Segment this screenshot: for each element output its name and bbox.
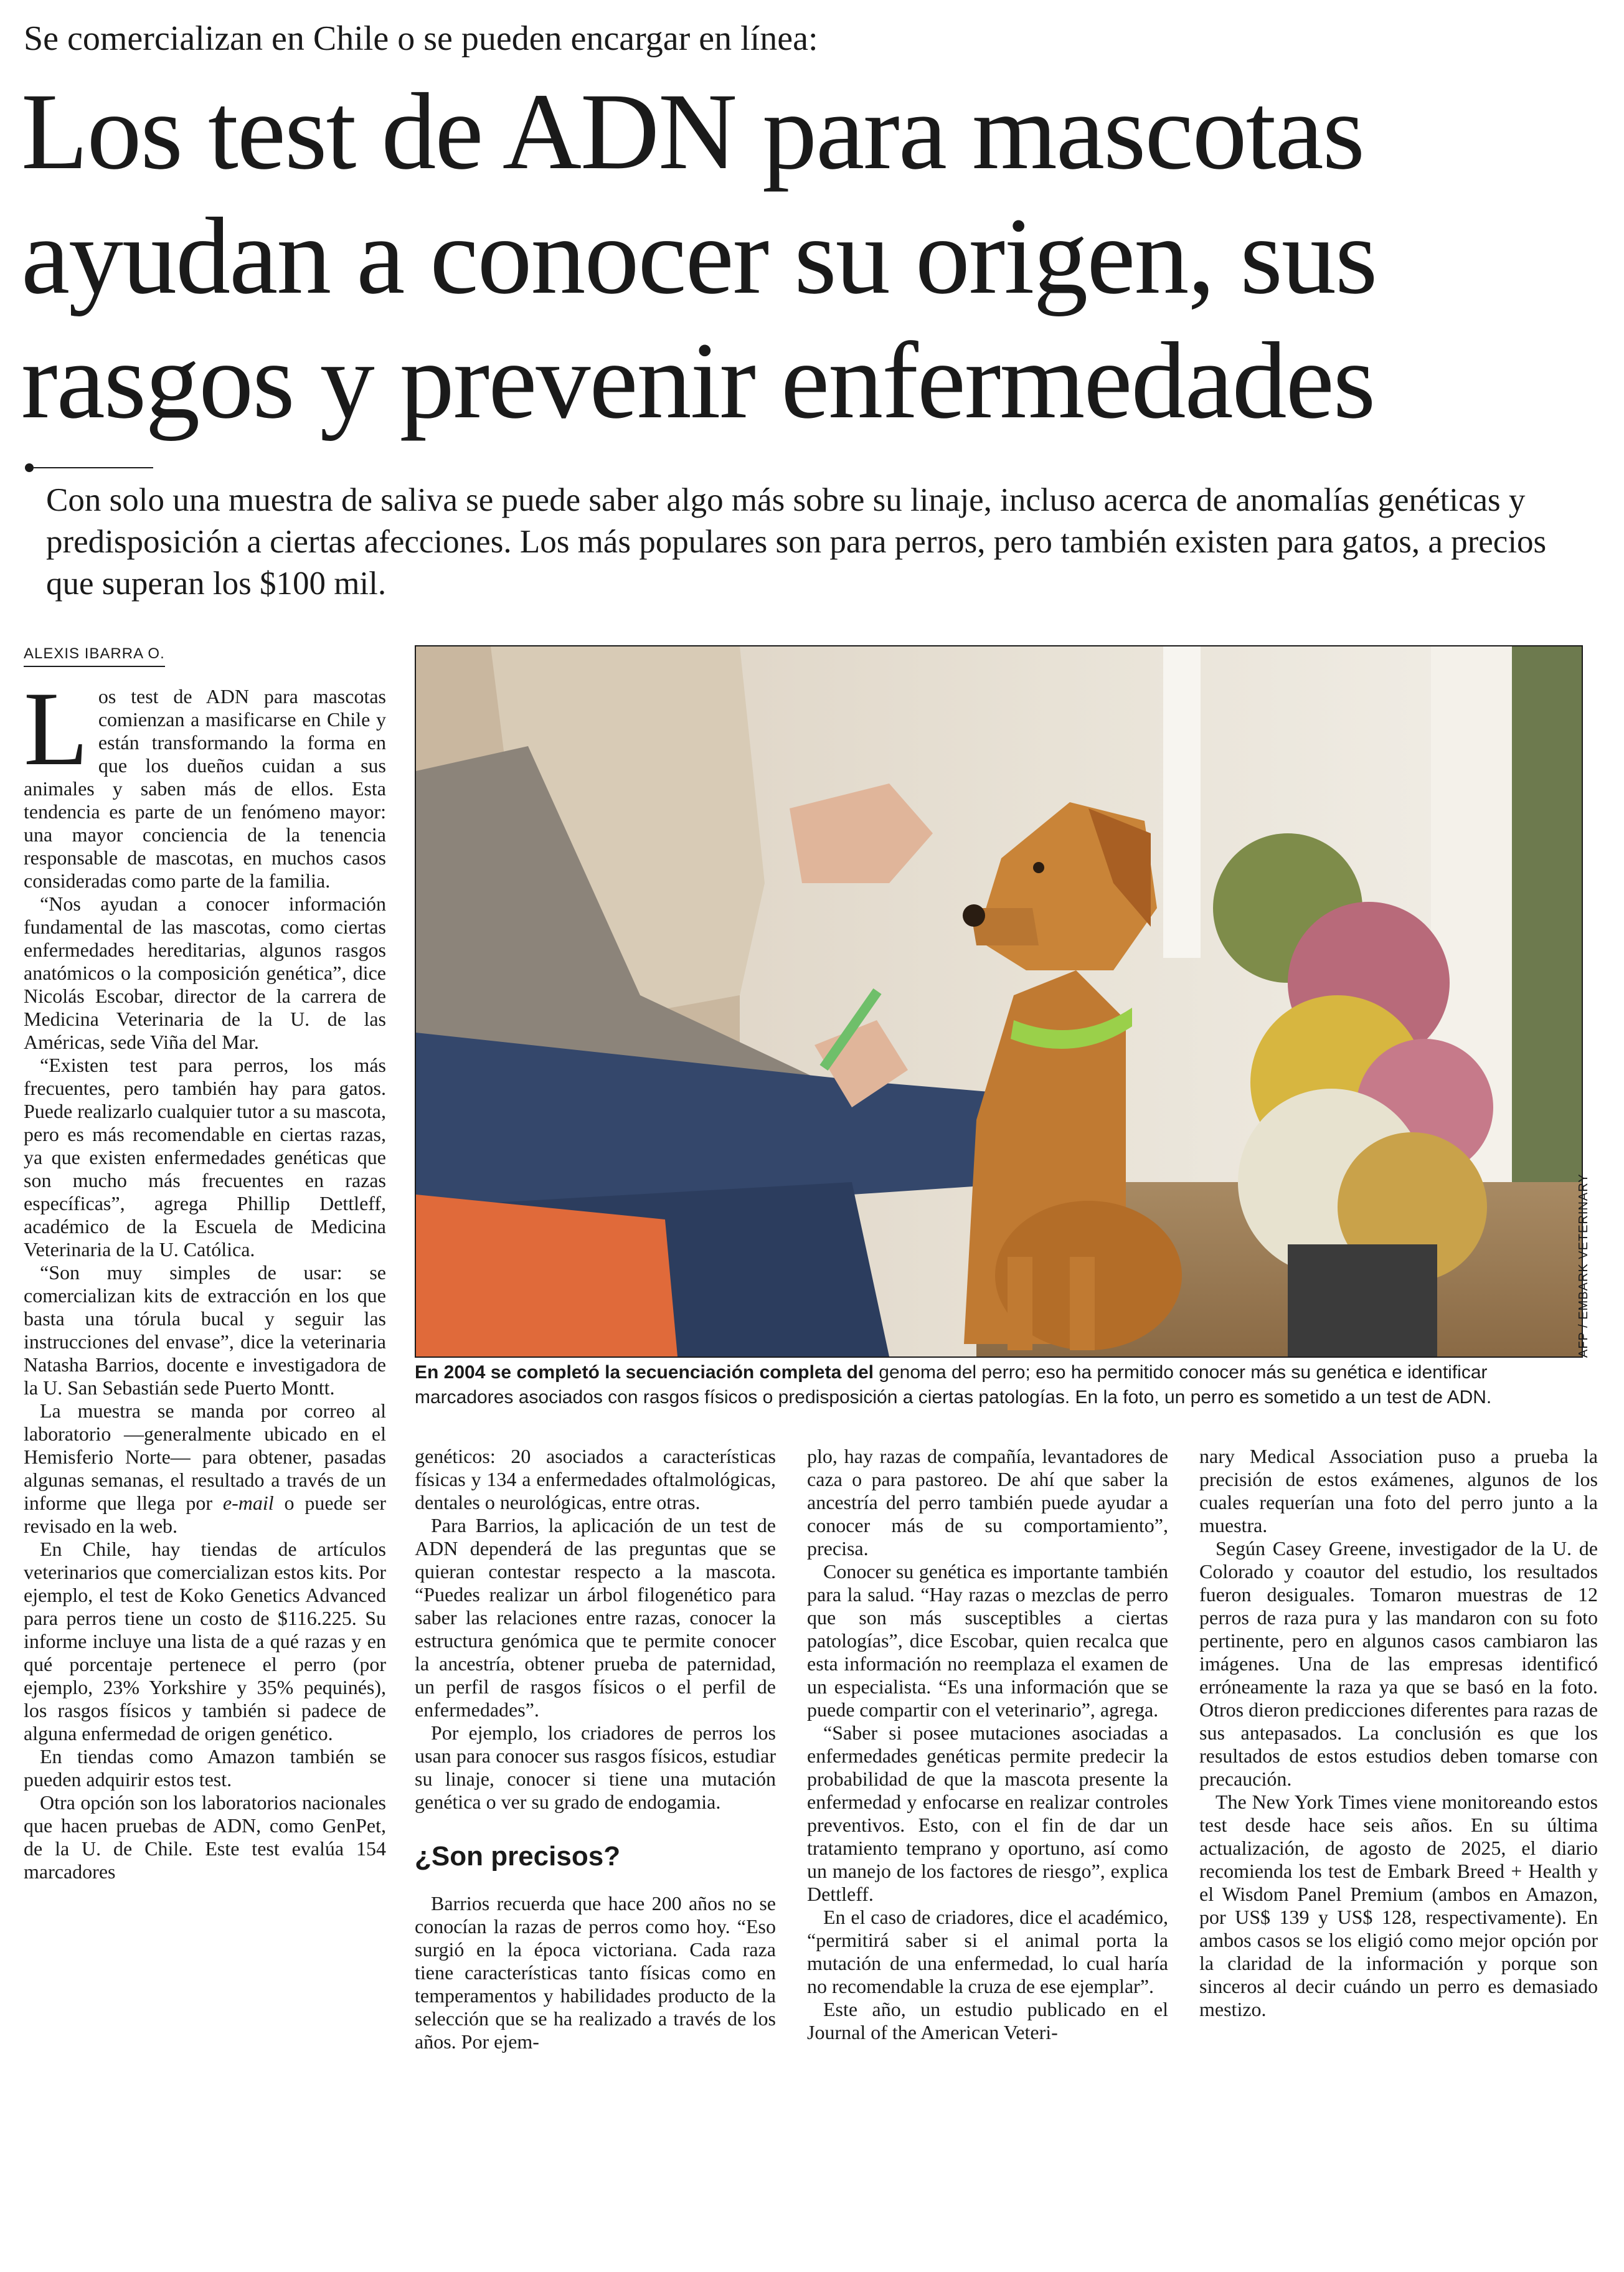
body-paragraph: Conocer su genética es importante también para la salud. “Hay razas o mezclas de perro que son más susceptibles a ciertas patologías”, dice Escobar, quien recalca que esta información no reemplaza el examen de un especialista. “Es una información que se puede compartir con el veterinario”, agrega. [807,1560,1168,1721]
byline: ALEXIS IBARRA O. [24,645,165,667]
body-paragraph: Según Casey Greene, investigador de la U. de Colorado y coautor del estudio, los resultados fueron desiguales. Tomaron muestras de 12 perros de raza pura y las mandaron con su foto pertinente, pero en algunos casos cambiaron las imágenes. Una de las empresas identificó erróneamente la raza ya que se basó en la foto. Otros dieron predicciones diferentes para razas de sus antepasados. La conclusión es que los resultados de estos estudios deben tomarse con precaución. [1199,1537,1598,1790]
column-3 [807,1445,1168,2044]
body-paragraph-3: “Existen test para perros, los más frecuentes, pero también hay para gatos. Puede realizarlo cualquier tutor a su mascota, pero es más recomendable en ciertas razas, ya que existen enfermedades genéticas que son mucho más frecuentes en razas específicas”, agrega Phillip Dettleff, académico de la Escuela de Medicina Veterinaria de la U. Católica. [24,1054,386,1261]
paragraph-text: o puede ser revisado en la web. [24,1492,387,1537]
body-paragraph: “Saber si posee mutaciones asociadas a enfermedades genéticas permite predecir la probabilidad de que la mascota presente la enfermedad y enfocarse en realizar controles preventivos. Esto, con el fin de dar un tratamiento temprano y oportuno, así como un manejo de los factores de riesgo”, explica Dettleff. [807,1721,1168,1905]
body-paragraph: Por ejemplo, los criadores de perros los usan para conocer sus rasgos físicos, estudiar su linaje, conocer si tiene una mutación genética o ver su grado de endogamia. [415,1721,776,1813]
bullet-dot [25,463,34,472]
body-paragraph-7: En tiendas como Amazon también se pueden adquirir estos test. [24,1745,386,1791]
article-headline: Los test de ADN para mascotas ayudan a conocer su origen, sus rasgos y prevenir enfermedades [21,71,1377,442]
body-paragraph-5 [24,1399,386,1538]
photo-caption [415,1360,1580,1410]
email-term: e-mail [222,1492,274,1514]
body-paragraph-2: “Nos ayudan a conocer información fundamental de las mascotas, como ciertas enfermedades hereditarias, algunos rasgos anatómicos o la composición genética”, dice Nicolás Escobar, director de la carrera de Medicina Veterinaria de la U. de las Américas, sede Viña del Mar. [24,892,386,1053]
body-paragraph: plo, hay razas de compañía, levantadores de caza o para pastoreo. De ahí que saber la ancestría del perro también puede ayudar a conocer más de su comportamiento”, precisa. [807,1445,1168,1560]
body-paragraph: En el caso de criadores, dice el académico, “permitirá saber si el animal porta la mutación de una enfermedad, lo cual haría no recomendable la cruza de ese ejemplar”. [807,1906,1168,1997]
photo-credit: AFP / EMBARK VETERINARY [1577,1173,1590,1358]
body-paragraph-6: En Chile, hay tiendas de artículos veterinarios que comercializan estos kits. Por ejemplo, el test de Koko Genetics Advanced para perros tiene un costo de $116.225. Su informe incluye una lista de a qué razas y en qué porcentaje pertenece el perro (por ejemplo, 23% Yorkshire y 35% pequinés), los rasgos físicos y también si padece de alguna enfermedad de origen genético. [24,1538,386,1744]
body-paragraph: Para Barrios, la aplicación de un test de ADN dependerá de las preguntas que se quieran contestar respecto a la mascota. “Puedes realizar un árbol filogenético para saber las relaciones entre razas, conocer la estructura genómica que te permite conocer la ancestría, obtener prueba de paternidad, un perfil de rasgos físicos o el perfil de enfermedades”. [415,1514,776,1721]
lead-bullet-rule [25,463,153,472]
body-paragraph: Barrios recuerda que hace 200 años no se conocían la razas de perros como hoy. “Eso surgió en la época victoriana. Cada raza tiene características tanto físicas como en temperamentos y habilidades producto de la selección que se ha realizado a través de los años. Por ejem- [415,1892,776,2053]
body-paragraph-8: Otra opción son los laboratorios nacionales que hacen pruebas de ADN, como GenPet, de la U. de Chile. Este test evalúa 154 marcadores [24,1791,386,1883]
paragraph-text: La muestra se manda por correo al laboratorio —generalmente ubicado en el Hemisferio Norte— para obtener, pasadas algunas semanas, el resultado a través de un informe que llega por [24,1399,386,1514]
column-4 [1199,1445,1598,2021]
body-paragraph: Este año, un estudio publicado en el Journal of the American Veteri- [807,1998,1168,2043]
caption-text: genoma del perro; eso ha permitido conocer más su genética e identificar marcadores asociados con rasgos físicos o predisposición a ciertas patologías. En la foto, un perro es sometido a un test de ADN. [415,1362,1492,1408]
article-kicker: Se comercializan en Chile o se pueden encargar en línea: [24,19,818,58]
column-1 [24,670,387,1883]
bullet-line [34,467,153,468]
column-2 [415,1445,776,2053]
paragraph-text: os test de ADN para mascotas comienzan a masificarse en Chile y están transformando la forma en que los dueños cuidan a sus animales y saben más de ellos. Esta tendencia es parte de un fenómeno mayor: una mayor conciencia de la tenencia responsable de mascotas, en muchos casos consideradas como parte de la familia. [24,685,386,892]
body-paragraph-1 [24,670,386,892]
body-paragraph: The New York Times viene monitoreando estos test desde hace seis años. En su última actualización, de agosto de 2025, el diario recomienda los test de Embark Breed + Health y el Wisdom Panel Premium (ambos en Amazon, por US$ 139 y US$ 128, respectivamente). En ambos casos se los eligió como mejor opción por la claridad de la información y porque son sinceros al decir cuándo un perro es demasiado mestizo. [1199,1791,1598,2020]
dog-dna-test-illustration [416,646,1582,1356]
caption-lead: En 2004 se completó la secuenciación completa del [415,1362,874,1383]
drop-cap: L [24,670,88,787]
body-paragraph-4: “Son muy simples de usar: se comercializan kits de extracción en los que basta una tórula bucal y seguir las instrucciones del envase”, dice la veterinaria Natasha Barrios, docente e investigadora de la U. San Sebastián sede Puerto Montt. [24,1261,386,1399]
body-paragraph: genéticos: 20 asociados a características físicas y 134 a enfermedades oftalmológicas, dentales o neurológicas, entre otras. [415,1445,776,1513]
article-lead: Con solo una muestra de saliva se puede saber algo más sobre su linaje, incluso acerca de anomalías genéticas y predisposición a ciertas afecciones. Los más populares son para perros, pero también existen para gatos, a precios que superan los $100 mil. [46,482,1547,602]
body-paragraph: nary Medical Association puso a prueba la precisión de estos exámenes, algunos de los cuales requerían una foto del perro junto a la muestra. [1199,1445,1598,1536]
article-photo [415,645,1583,1358]
section-subhead: ¿Son precisos? [415,1841,621,1872]
